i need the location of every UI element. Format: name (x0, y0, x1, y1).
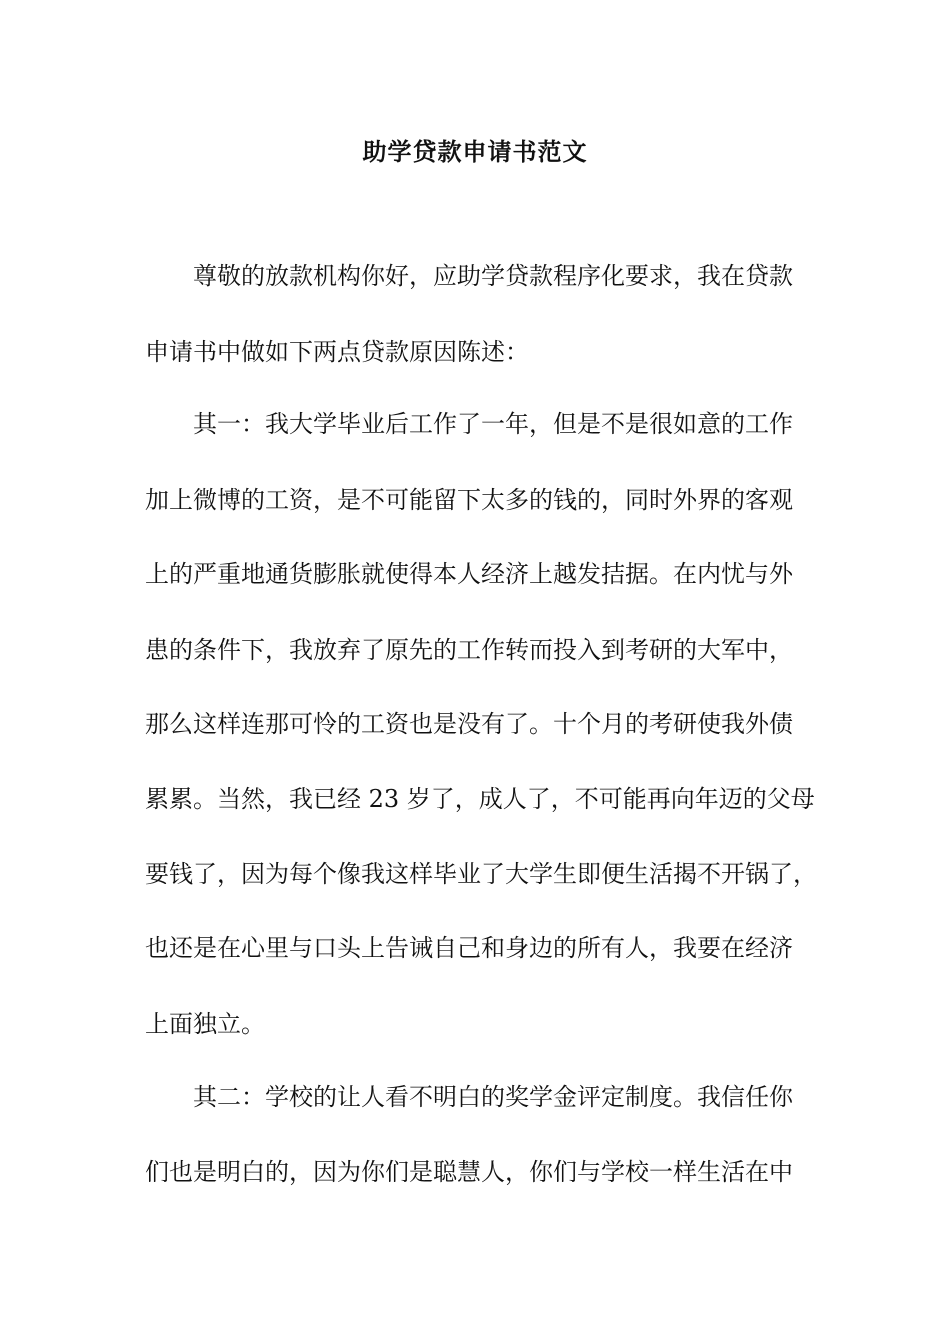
paragraph-2-line-2: 加上微博的工资，是不可能留下太多的钱的，同时外界的客观 (145, 486, 793, 514)
paragraph-1-line-1: 尊敬的放款机构你好，应助学贷款程序化要求，我在贷款 (193, 262, 793, 290)
paragraph-2-line-4: 患的条件下，我放弃了原先的工作转而投入到考研的大军中， (145, 636, 793, 664)
paragraph-3-line-1: 其二：学校的让人看不明白的奖学金评定制度。我信任你 (193, 1083, 793, 1111)
paragraph-3-line-2: 们也是明白的，因为你们是聪慧人，你们与学校一样生活在中 (145, 1158, 793, 1186)
paragraph-1-line-2: 申请书中做如下两点贷款原因陈述： (145, 338, 529, 366)
paragraph-2-line-3: 上的严重地通货膨胀就使得本人经济上越发拮据。在内忧与外 (145, 560, 793, 588)
paragraph-2-line-6: 累累。当然，我已经 23 岁了，成人了，不可能再向年迈的父母 (145, 785, 815, 813)
paragraph-2-line-5: 那么这样连那可怜的工资也是没有了。十个月的考研使我外债 (145, 710, 793, 738)
document-title: 助学贷款申请书范文 (362, 137, 588, 166)
paragraph-2-line-9: 上面独立。 (145, 1010, 265, 1038)
paragraph-2-line-7: 要钱了，因为每个像我这样毕业了大学生即便生活揭不开锅了， (145, 860, 817, 888)
paragraph-2-line-1: 其一：我大学毕业后工作了一年，但是不是很如意的工作 (193, 410, 793, 438)
paragraph-2-line-8: 也还是在心里与口头上告诫自己和身边的所有人，我要在经济 (145, 934, 793, 962)
